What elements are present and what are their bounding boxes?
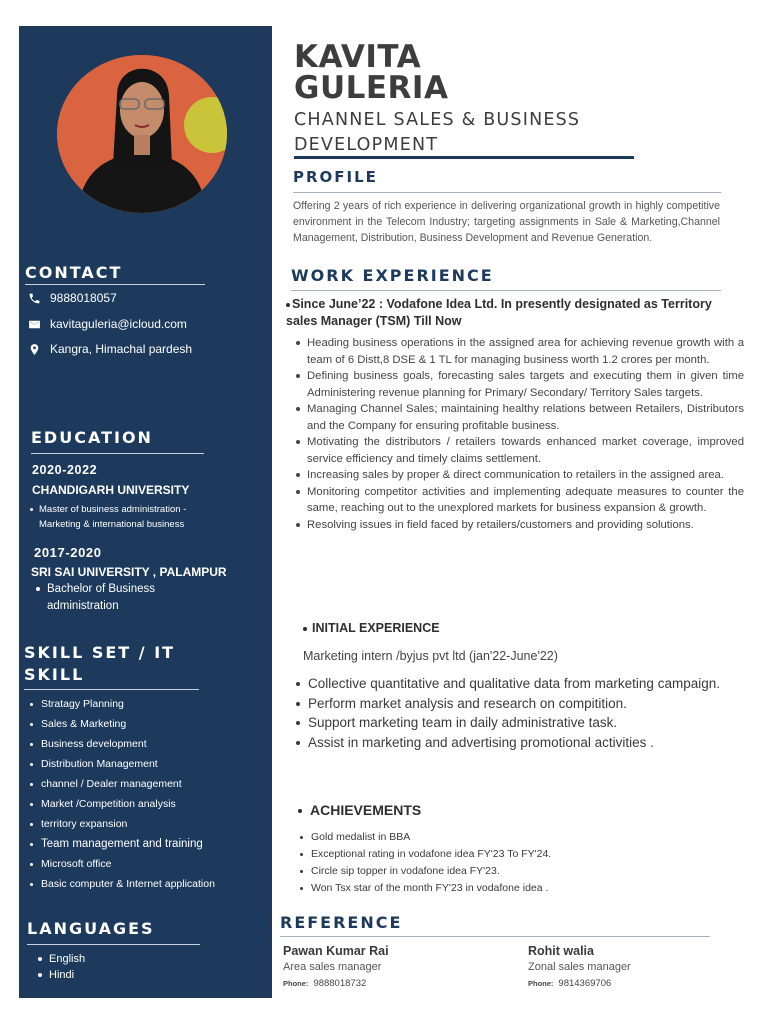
reference-2-name: Rohit walia [528,944,594,958]
role-line-1: CHANNEL SALES & BUSINESS [294,110,581,130]
reference-divider [280,936,710,937]
list-item: Basic computer & Internet application [30,874,215,894]
list-item: Stratagy Planning [30,694,215,714]
skills-heading-line2: SKILL [24,665,85,684]
reference-1-phone-number[interactable]: 9888018732 [313,978,367,989]
reference-2-phone-label: Phone: [528,979,554,988]
education-divider [31,453,204,454]
list-item: Perform market analysis and research on compitition. [296,694,731,714]
candidate-name [294,39,449,106]
list-item: Heading business operations in the assigned area for achieving revenue growth with a team of 6 Distt,8 DSE & 1 TL for managing business worth 1.2 crores per month. [296,335,744,368]
contact-heading: CONTACT [25,263,123,282]
contact-divider [25,284,205,285]
reference-2-phone [528,975,631,993]
skills-heading-line1: SKILL SET / IT [24,643,176,662]
list-item: Support marketing team in daily administrative task. [296,713,731,733]
reference-2-position: Zonal sales manager [528,961,631,973]
list-item: territory expansion [30,814,215,834]
work-experience-heading: WORK EXPERIENCE [291,266,494,285]
achievements-heading [298,802,421,818]
internship-duties-list [296,674,731,752]
internship-role: Marketing intern /byjus pvt ltd (jan'22-June'22) [303,649,558,663]
phone-icon [27,291,41,305]
location-pin-icon [27,342,41,356]
profile-photo [57,55,227,213]
languages-list [38,951,85,983]
education-degree-1 [30,502,186,532]
achievements-list [300,829,551,897]
contact-location [27,340,192,358]
email-icon [27,317,41,331]
contact-location-text: Kangra, Himachal pardesh [50,342,193,356]
list-item: Managing Channel Sales; maintaining healthy relations between Retailers, Distributors and the Company for ensuring profitable business. [296,401,744,434]
first-name: KAVITA [294,39,422,75]
list-item: Increasing sales by proper & direct communication to retailers in the assigned area. [296,467,744,484]
job-role-title [294,108,594,158]
list-item: Won Tsx star of the month FY'23 in vodafone idea . [300,880,551,897]
languages-divider [27,944,200,945]
current-job-title [286,296,746,330]
education-years-1: 2020-2022 [32,463,98,477]
list-item: Distribution Management [30,754,215,774]
education-years-2: 2017-2020 [34,545,102,560]
education-degree-2-line1: Bachelor of Business [47,583,156,595]
education-heading: EDUCATION [31,428,153,447]
reference-card-2 [528,943,631,993]
list-item: Circle sip topper in vodafone idea FY'23. [300,863,551,880]
profile-summary: Offering 2 years of rich experience in delivering organizational growth in highly competitive environment in the Telecom Industry; targeting assignments in Sale & Marketing,Channel Management, Distribution, Business Development and Revenue Generation. [293,200,720,244]
contact-email-text[interactable]: kavitaguleria@icloud.com [50,317,187,331]
list-item: Sales & Marketing [30,714,215,734]
education-degree-2-line2: administration [47,600,119,612]
list-item: Market /Competition analysis [30,794,215,814]
skills-heading [24,642,175,686]
list-item: Monitoring competitor activities and implementing adequate measures to counter the same, reaching out to the unexplored markets for business expansion & growth. [296,484,744,517]
reference-1-phone-label: Phone: [283,979,309,988]
profile-divider [293,192,721,193]
languages-heading: LANGUAGES [27,919,155,938]
profile-heading: PROFILE [293,168,378,186]
list-item: Business development [30,734,215,754]
current-job-title-text: Since June’22 : Vodafone Idea Ltd. In presently designated as Territory sales Manager (TSM) Till Now [286,297,712,328]
role-line-2: DEVELOPMENT [294,135,439,155]
education-degree-2 [36,581,155,615]
reference-1-name: Pawan Kumar Rai [283,944,389,958]
education-institution-2: SRI SAI UNIVERSITY , PALAMPUR [31,565,227,579]
work-experience-divider [291,290,721,291]
profile-photo-illustration [57,55,227,213]
list-item: Collective quantitative and qualitative data from marketing campaign. [296,674,731,694]
list-item: Resolving issues in field faced by retailers/customers and providing solutions. [296,517,744,534]
list-item: Gold medalist in BBA [300,829,551,846]
list-item: channel / Dealer management [30,774,215,794]
reference-heading: REFERENCE [280,913,403,932]
contact-email [27,315,187,333]
list-item: Exceptional rating in vodafone idea FY'23 To FY'24. [300,846,551,863]
list-item: Team management and training [30,834,215,854]
education-degree-1-line2: Marketing & international business [39,519,185,530]
education-institution-1: CHANDIGARH UNIVERSITY [32,483,190,497]
list-item: Motivating the distributors / retailers towards enhanced market coverage, improved service efficiency and timely claims settlement. [296,434,744,467]
initial-experience-heading-text: INITIAL EXPERIENCE [312,621,440,635]
sidebar [19,26,272,998]
list-item: Defining business goals, forecasting sales targets and executing them in given time Administering revenue planning for Primary/ Secondary/ Territory Sales targets. [296,368,744,401]
reference-card-1 [283,943,389,993]
achievements-heading-text: ACHIEVEMENTS [310,802,422,818]
list-item: English [38,951,85,967]
skills-divider [24,689,199,690]
skills-list [30,694,215,894]
list-item: Hindi [38,967,85,983]
reference-2-phone-number[interactable]: 9814369706 [558,978,612,989]
initial-experience-heading [303,621,440,635]
title-divider [294,156,634,159]
education-degree-1-line1: Master of business administration - [39,504,187,515]
contact-phone-text[interactable]: 9888018057 [50,291,117,305]
last-name: GULERIA [294,70,449,106]
list-item: Assist in marketing and advertising promotional activities . [296,733,731,753]
contact-phone [27,289,117,307]
list-item: Microsoft office [30,854,215,874]
reference-1-position: Area sales manager [283,961,382,973]
reference-1-phone [283,975,389,993]
job-responsibilities-list [296,335,744,533]
